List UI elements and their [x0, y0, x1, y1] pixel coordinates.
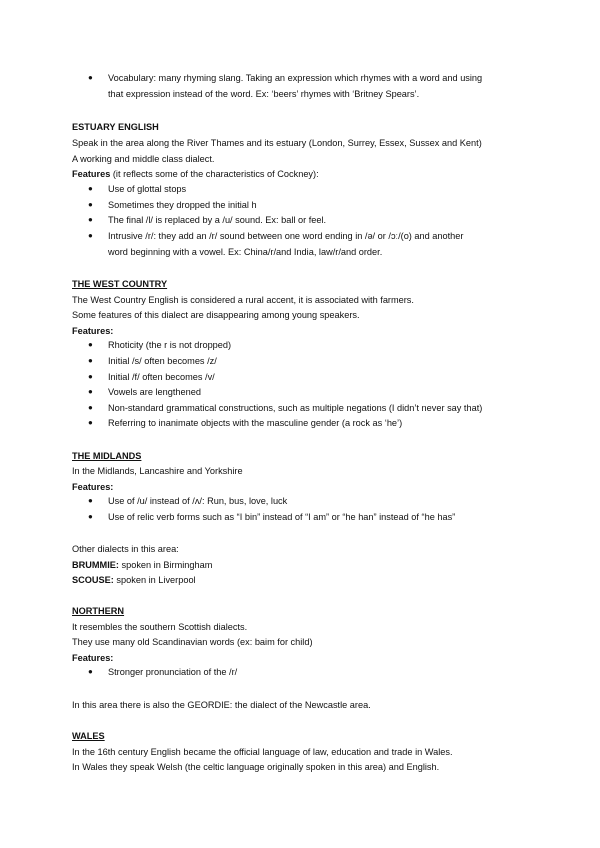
bullet-icon: ●: [88, 387, 93, 396]
bullet-icon: ●: [88, 215, 93, 224]
list-item: Rhoticity (the r is not dropped): [108, 340, 232, 350]
list-item: Referring to inanimate objects with the masculine gender (a rock as ‘he’): [108, 418, 403, 428]
midlands-heading: THE MIDLANDS: [72, 451, 142, 461]
list-item: Intrusive /r/: they add an /r/ sound between one word ending in /ə/ or /ɔː/(o) and another: [108, 231, 464, 241]
bullet-icon: ●: [88, 372, 93, 381]
list-item: Sometimes they dropped the initial h: [108, 200, 257, 210]
brummie-line: [72, 559, 212, 571]
brummie-label: BRUMMIE:: [72, 560, 119, 570]
estuary-heading: ESTUARY ENGLISH: [72, 122, 159, 132]
estuary-features-label: Features: [72, 169, 111, 179]
west-p1: The West Country English is considered a rural accent, it is associated with farmers.: [72, 295, 414, 305]
brummie-text: spoken in Birmingham: [118, 560, 213, 570]
west-features-label: Features:: [72, 326, 114, 336]
northern-p3: In this area there is also the GEORDIE: the dialect of the Newcastle area.: [72, 700, 371, 710]
midlands-p1: In the Midlands, Lancashire and Yorkshire: [72, 466, 243, 476]
bullet-icon: ●: [88, 512, 93, 521]
list-item: Initial /s/ often becomes /z/: [108, 356, 217, 366]
scouse-label: SCOUSE:: [72, 575, 114, 585]
list-item: Vowels are lengthened: [108, 387, 201, 397]
estuary-features-rest: (it reflects some of the characteristics of Cockney):: [110, 169, 319, 179]
wales-p2: In Wales they speak Welsh (the celtic language originally spoken in this area) and English.: [72, 762, 440, 772]
intro-bullet-line1: Vocabulary: many rhyming slang. Taking an expression which rhymes with a word and using: [108, 73, 483, 83]
list-item: Use of relic verb forms such as “I bin” instead of “I am” or “he han” instead of “he has”: [108, 512, 456, 522]
list-item: Stronger pronunciation of the /r/: [108, 667, 238, 677]
scouse-text: spoken in Liverpool: [113, 575, 196, 585]
bullet-icon: ●: [88, 356, 93, 365]
bullet-icon: ●: [88, 403, 93, 412]
wales-p1: In the 16th century English became the official language of law, education and trade in Wales.: [72, 747, 453, 757]
northern-p1: It resembles the southern Scottish dialects.: [72, 622, 248, 632]
bullet-icon: ●: [88, 667, 93, 676]
estuary-p2: A working and middle class dialect.: [72, 154, 215, 164]
intro-bullet-line2: that expression instead of the word. Ex: ‘beers’ rhymes with ‘Britney Spears’.: [108, 89, 420, 99]
bullet-icon: ●: [88, 73, 93, 82]
bullet-icon: ●: [88, 231, 93, 240]
bullet-icon: ●: [88, 418, 93, 427]
bullet-icon: ●: [88, 496, 93, 505]
list-item: Use of glottal stops: [108, 184, 187, 194]
list-item: Non-standard grammatical constructions, such as multiple negations (I didn’t never say that): [108, 403, 483, 413]
northern-heading: NORTHERN: [72, 606, 125, 616]
northern-p2: They use many old Scandinavian words (ex: baim for child): [72, 637, 313, 647]
bullet-icon: ●: [88, 340, 93, 349]
list-item-continuation: word beginning with a vowel. Ex: China/r/and India, law/r/and order.: [108, 247, 383, 257]
list-item: Initial /f/ often becomes /v/: [108, 372, 215, 382]
list-item: Use of /u/ instead of /ʌ/: Run, bus, love, luck: [108, 496, 288, 506]
northern-features-label: Features:: [72, 653, 114, 663]
bullet-icon: ●: [88, 200, 93, 209]
estuary-features: [72, 168, 319, 180]
midlands-other: Other dialects in this area:: [72, 544, 179, 554]
bullet-icon: ●: [88, 184, 93, 193]
west-p2: Some features of this dialect are disappearing among young speakers.: [72, 310, 360, 320]
estuary-p1: Speak in the area along the River Thames and its estuary (London, Surrey, Essex, Sussex and Kent): [72, 138, 482, 148]
midlands-features-label: Features:: [72, 482, 114, 492]
wales-heading: WALES: [72, 731, 105, 741]
scouse-line: [72, 574, 196, 586]
list-item: The final /l/ is replaced by a /u/ sound. Ex: ball or feel.: [108, 215, 327, 225]
west-heading: THE WEST COUNTRY: [72, 279, 168, 289]
